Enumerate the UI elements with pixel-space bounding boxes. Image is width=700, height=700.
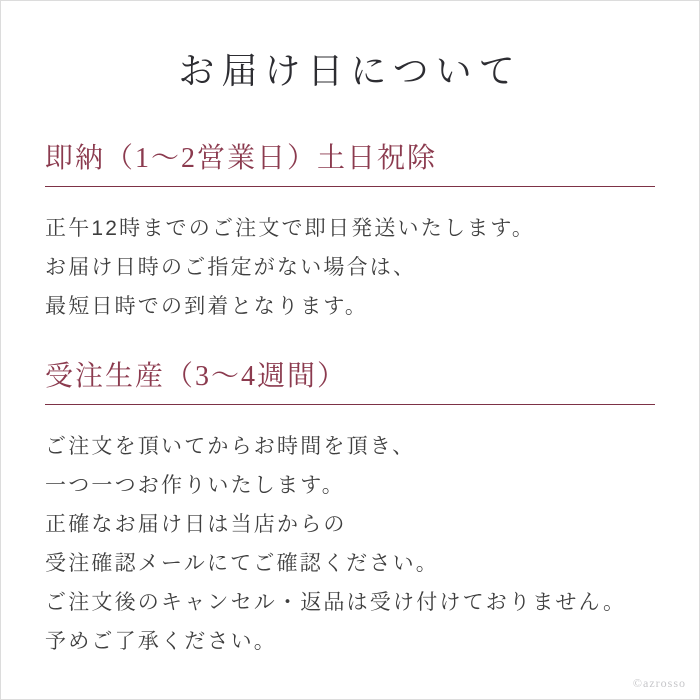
section-body-made-to-order xyxy=(45,427,655,661)
section-body-immediate-shipping xyxy=(45,209,655,326)
body-line: お届け日時のご指定がない場合は、 xyxy=(45,256,417,279)
content-area xyxy=(1,140,699,661)
body-line: ご注文後のキャンセル・返品は受け付けておりません。 xyxy=(45,591,627,614)
section-heading-made-to-order: 受注生産（3〜4週間） xyxy=(45,358,655,405)
section-heading-immediate-shipping: 即納（1〜2営業日）土日祝除 xyxy=(45,140,655,187)
body-line: ご注文を頂いてからお時間を頂き、 xyxy=(45,435,416,458)
body-line: 予めご了承ください。 xyxy=(45,630,277,653)
body-line: 受注確認メールにてご確認ください。 xyxy=(45,552,439,575)
copyright-watermark: ©azrosso xyxy=(632,676,686,690)
body-line: 最短日時での到着となります。 xyxy=(45,295,369,318)
body-line: 正午12時までのご注文で即日発送いたします。 xyxy=(45,217,536,240)
body-line: 正確なお届け日は当店からの xyxy=(45,513,347,536)
page-title: お届け日について xyxy=(178,51,522,91)
body-line: 一つ一つお作りいたします。 xyxy=(45,474,345,497)
